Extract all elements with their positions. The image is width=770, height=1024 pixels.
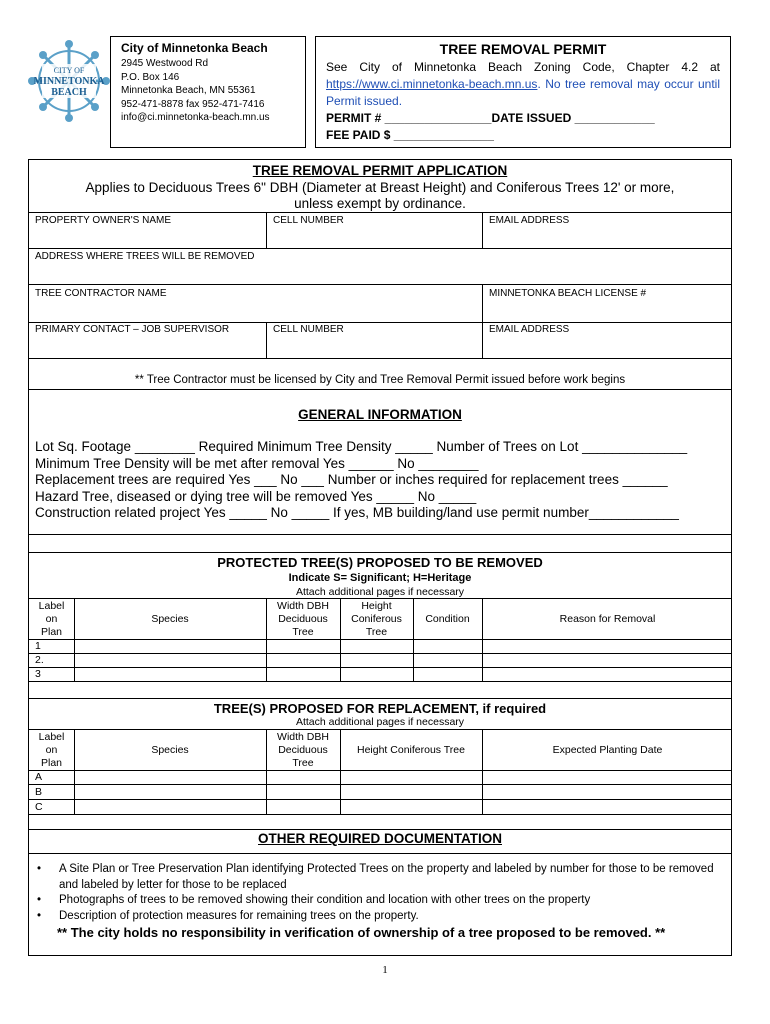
permit-desc-prefix: See City of Minnetonka Beach Zoning Code, Chapter 4.2 at [326,60,720,74]
city-name: City of Minnetonka Beach [121,41,268,55]
protected-indicate: Indicate S= Significant; H=Heritage [288,572,472,584]
replacement-col-dbh: Width DBH Deciduous Tree [277,731,329,769]
logo-text-top: CITY OF [53,66,85,75]
application-title: TREE REMOVAL PERMIT APPLICATION [252,163,508,178]
primary-contact-field[interactable]: PRIMARY CONTACT – JOB SUPERVISOR [35,324,230,335]
general-line-replacement[interactable]: Replacement trees are required Yes ___ No ___ Number or inches required for replacement trees ______ [35,472,668,487]
table-row[interactable]: 3 [35,668,41,680]
owner-cell-field[interactable]: CELL NUMBER [273,215,344,226]
fee-paid-line[interactable]: FEE PAID $ _______________ [326,128,494,142]
replacement-col-planting-date: Expected Planting Date [552,744,663,756]
protected-col-species: Species [151,613,189,625]
page-number: 1 [382,964,388,976]
general-info-title: GENERAL INFORMATION [298,407,462,422]
city-email: info@ci.minnetonka-beach.mn.us [121,112,270,123]
table-row[interactable]: C [35,801,43,813]
doc-item-protection: Description of protection measures for remaining trees on the property. [59,909,419,922]
protected-col-height: Height Coniferous Tree [351,600,402,638]
ownership-note: ** The city holds no responsibility in verification of ownership of a tree proposed to be removed. ** [57,925,666,940]
permit-number-line[interactable]: PERMIT # ________________DATE ISSUED ____________ [326,111,655,125]
permit-title: TREE REMOVAL PERMIT [439,41,607,57]
protected-col-label: Label on Plan [38,600,65,638]
license-note: ** Tree Contractor must be licensed by City and Tree Removal Permit issued before work begins [134,374,626,386]
applies-line-2: unless exempt by ordinance. [294,196,466,211]
replacement-col-label: Label on Plan [38,731,65,769]
table-row[interactable]: B [35,786,43,798]
general-line-hazard[interactable]: Hazard Tree, diseased or dying tree will be removed Yes _____ No _____ [35,489,477,504]
general-line-construction[interactable]: Construction related project Yes _____ No _____ If yes, MB building/land use permit number____________ [35,505,679,520]
permit-desc-suffix: . No tree removal may occur until Permit issued. [326,77,720,108]
protected-col-dbh: Width DBH Deciduous Tree [277,600,329,638]
list-item: • Description of protection measures for remaining trees on the property. [37,909,419,922]
removal-address-field[interactable]: ADDRESS WHERE TREES WILL BE REMOVED [35,251,255,262]
protected-col-reason: Reason for Removal [559,613,656,625]
protected-col-condition: Condition [425,613,470,625]
replacement-title: TREE(S) PROPOSED FOR REPLACEMENT, if required [213,701,547,716]
table-row[interactable]: 1 [35,640,41,652]
city-address-2: P.O. Box 146 [121,71,180,83]
table-row[interactable]: A [35,771,43,783]
property-owner-field[interactable]: PROPERTY OWNER'S NAME [35,215,172,226]
replacement-attach-note: Attach additional pages if necessary [295,716,465,728]
protected-attach-note: Attach additional pages if necessary [295,586,465,598]
logo-text-bot: BEACH [51,87,87,98]
license-number-field[interactable]: MINNETONKA BEACH LICENSE # [489,288,647,299]
permit-description [326,59,720,110]
replacement-col-height: Height Coniferous Tree [357,744,465,756]
city-address-3: Minnetonka Beach, MN 55361 [121,85,256,96]
table-row[interactable]: 2. [35,654,44,666]
city-address-1: 2945 Westwood Rd [121,58,209,69]
list-item: • A Site Plan or Tree Preservation Plan identifying Protected Trees on the property and labeled by number for those to be removed and labeled by letter for those to be replaced [37,863,714,891]
application-form [28,159,732,956]
contractor-name-field[interactable]: TREE CONTRACTOR NAME [35,288,167,299]
logo-text-mid: MINNETONKA [33,76,105,87]
applies-line-1: Applies to Deciduous Trees 6" DBH (Diameter at Breast Height) and Coniferous Trees 12' or more, [85,180,675,195]
protected-title: PROTECTED TREE(S) PROPOSED TO BE REMOVED [217,555,543,570]
owner-email-field[interactable]: EMAIL ADDRESS [489,215,570,226]
general-line-density[interactable]: Minimum Tree Density will be met after removal Yes ______ No ________ [35,456,479,471]
list-item: • Photographs of trees to be removed showing their condition and location with other trees on the property [37,894,591,906]
contact-cell-field[interactable]: CELL NUMBER [273,324,344,335]
doc-item-photographs: Photographs of trees to be removed showing their condition and location with other trees on the property [59,894,591,906]
replacement-col-species: Species [151,744,189,756]
city-phone: 952-471-8878 fax 952-471-7416 [121,98,265,110]
documentation-list [37,862,727,924]
city-contact-block [110,36,306,148]
doc-item-site-plan: A Site Plan or Tree Preservation Plan identifying Protected Trees on the property and labeled by number for those to be removed and labeled by letter for those to be replaced [59,863,714,891]
documentation-title: OTHER REQUIRED DOCUMENTATION [258,831,502,846]
city-logo [28,36,110,126]
general-line-lot[interactable]: Lot Sq. Footage ________ Required Minimum Tree Density _____ Number of Trees on Lot ______________ [35,439,688,454]
contact-email-field[interactable]: EMAIL ADDRESS [489,324,570,335]
city-website-link[interactable]: https://www.ci.minnetonka-beach.mn.us [326,77,538,91]
permit-box [315,36,731,148]
